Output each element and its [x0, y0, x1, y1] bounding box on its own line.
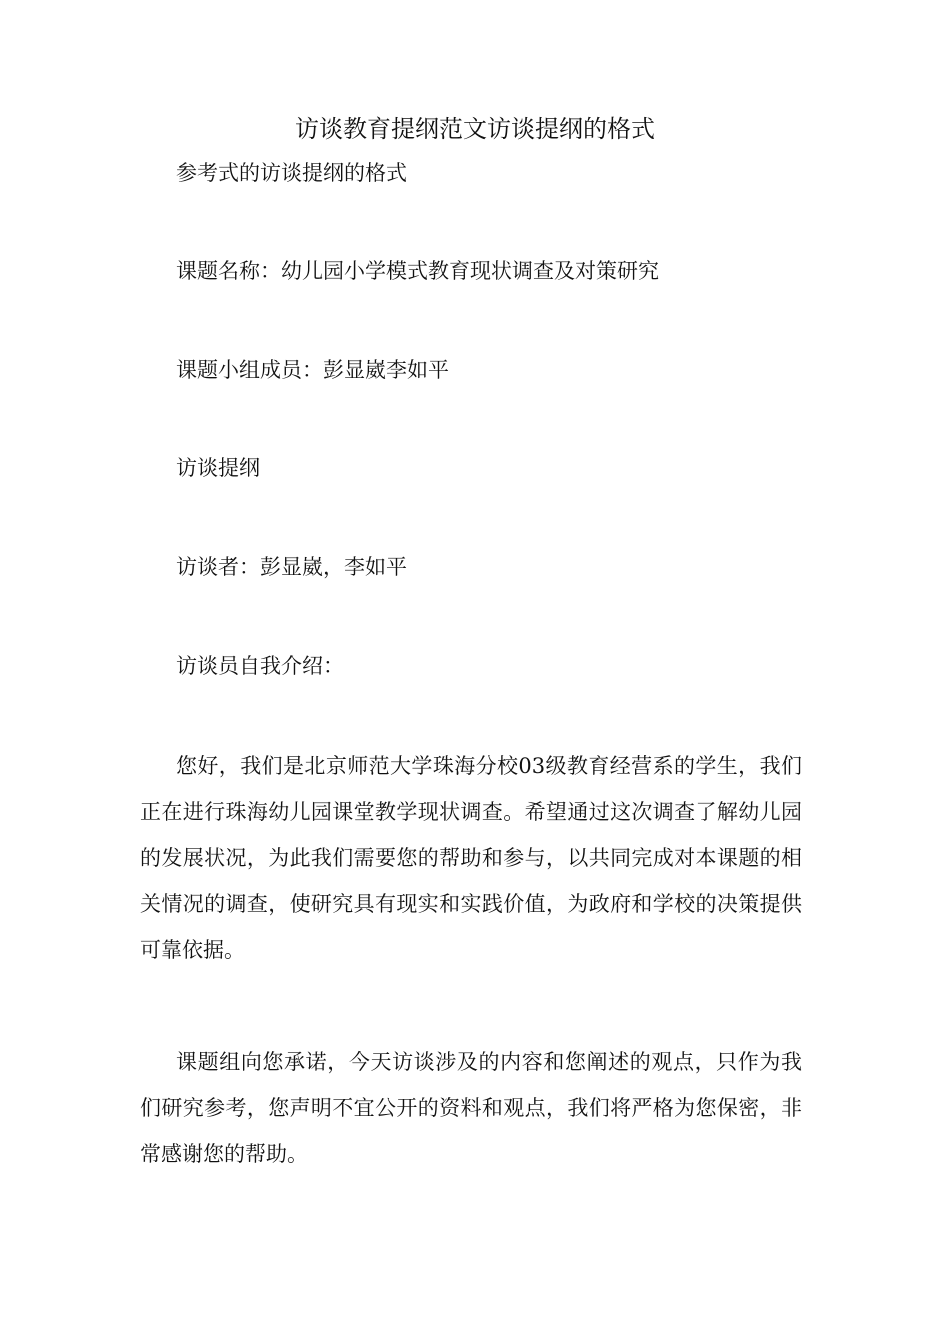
- document-title: 访谈教育提纲范文访谈提纲的格式: [295, 115, 655, 143]
- outline-heading: 访谈提纲: [176, 456, 260, 480]
- intro-heading: 访谈员自我介绍：: [176, 654, 344, 678]
- document-subtitle: 参考式的访谈提纲的格式: [176, 161, 407, 185]
- intro-paragraph: 您好，我们是北京师范大学珠海分校03级教育经营系的学生，我们正在进行珠海幼儿园课堂教学现状调查。希望通过这次调查了解幼儿园的发展状况，为此我们需要您的帮助和参与，以共同完成对本课题的相关情况的调查，使研究具有现实和实践价值，为政府和学校的决策提供可靠依据。: [140, 754, 802, 962]
- commitment-paragraph: 课题组向您承诺，今天访谈涉及的内容和您阐述的观点，只作为我们研究参考，您声明不宜公开的资料和观点，我们将严格为您保密，非常感谢您的帮助。: [140, 1050, 802, 1166]
- topic-line: 课题名称：幼儿园小学模式教育现状调查及对策研究: [176, 259, 659, 283]
- interviewer-line: 访谈者：彭显崴，李如平: [176, 555, 407, 579]
- members-line: 课题小组成员：彭显崴李如平: [176, 358, 449, 382]
